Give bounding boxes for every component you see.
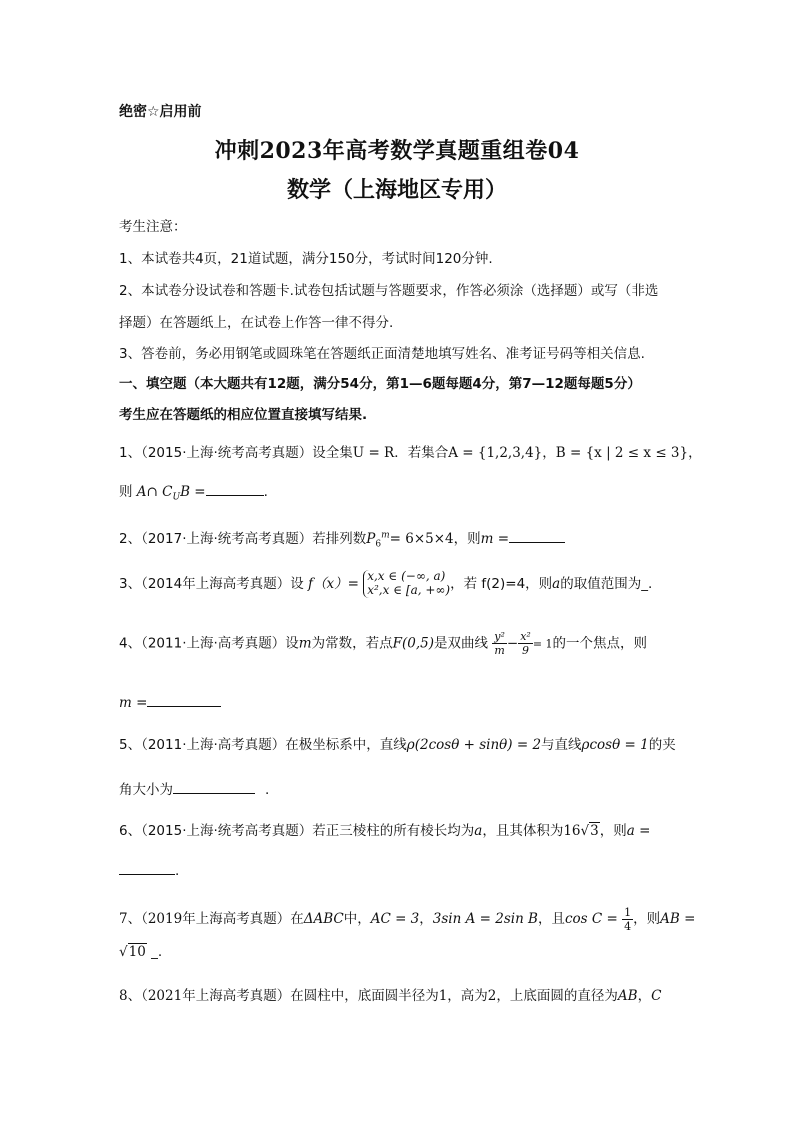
q7-sep1: ， (419, 911, 433, 928)
q1-answer-blank[interactable] (206, 481, 264, 496)
question-2 (119, 528, 565, 550)
q4-frac-1 (492, 630, 507, 657)
q3-prefix: 3、（2014年上海高考真题）设 (119, 575, 304, 592)
q5-answer-blank[interactable] (173, 779, 255, 794)
q4-answer-var: m = (119, 695, 148, 711)
q1-set-a: A = {1,2,3,4} (448, 445, 543, 461)
q7-tri: ΔABC (303, 911, 344, 928)
q4-frac1-den: m (494, 644, 505, 658)
q7-answer-rad: 10 (128, 944, 146, 960)
notice-item-2: 2、本试卷分设试卷和答题卡.试卷包括试题与答题要求，作答必须涂（选择题）或写（非选 (119, 283, 659, 299)
q7-mid1: 中， (343, 911, 371, 928)
q4-frac2-den: 9 (522, 644, 530, 658)
section-title: 一、填空题（本大题共有12题，满分54分，第1—6题每题4分，第7—12题每题5分） (119, 376, 641, 392)
question-4 (119, 630, 647, 657)
q3-case-2: x²,x ∈ [a, +∞) (367, 582, 451, 597)
q5-prefix: 5、（2011·上海·高考真题）在极坐标系中，直线 (119, 737, 407, 753)
section-instruction: 考生应在答题纸的相应位置直接填写结果. (119, 407, 368, 423)
q6-vol-coef: 16 (563, 823, 581, 839)
notice-heading: 考生注意： (119, 219, 187, 235)
q8-ab: AB (617, 988, 638, 1004)
q2-var: m = (480, 531, 510, 547)
q6-ans: a = (626, 823, 651, 839)
q7-cos: cos C = (564, 911, 618, 928)
q4-frac2-num: x² (520, 630, 531, 643)
question-1: 1、（2015·上海·统考高考真题）设全集U = R．若集合A = {1,2,3,4}，B = {x | 2 ≤ x ≤ 3}， (119, 445, 702, 461)
q1-mid: ．若集合 (394, 445, 449, 461)
q8-c: C (651, 988, 662, 1004)
q3-end: 的取值范围为_. (560, 575, 653, 592)
q1-expr: A∩ C (136, 484, 173, 500)
question-6 (119, 823, 650, 839)
q1-set-b: B = {x | 2 ≤ x ≤ 3} (555, 445, 689, 461)
q4-eq: = 1 (532, 637, 553, 651)
q7-ans: AB = (660, 911, 696, 928)
q6-vol-rad: 3 (590, 823, 599, 839)
q6-volume: 16√3 (563, 823, 599, 839)
q3-var: a (552, 575, 561, 592)
q8-prefix: 8、（2021年上海高考真题）在圆柱中，底面圆半径为 (119, 988, 439, 1004)
q5-line-2: ρcosθ = 1 (581, 737, 649, 753)
q1-expr-b: B = (180, 484, 206, 500)
question-3 (119, 570, 652, 598)
q6-prefix: 6、（2015·上海·统考高考真题）若正三棱柱的所有棱长均为 (119, 823, 475, 839)
q6-var: a (474, 823, 483, 839)
q4-minus: − (506, 635, 519, 652)
notice-item-3: 3、答卷前，务必用钢笔或圆珠笔在答题纸正面清楚地填写姓名、准考证号码等相关信息. (119, 346, 645, 362)
q3-piecewise (363, 570, 450, 598)
notice-item-2-cont: 择题）在答题纸上，在试卷上作答一律不得分. (119, 315, 394, 331)
q2-perm-sub: 6 (375, 539, 382, 550)
q1-then: 则 (119, 484, 133, 500)
q3-func: f（x）= (308, 575, 359, 592)
q6-suffix: ，则 (599, 823, 627, 839)
q4-mid: 为常数，若点 (311, 635, 393, 652)
q8-mid1: ，高为 (447, 988, 488, 1004)
question-4-answer (119, 692, 221, 711)
q3-suffix: ，若 f(2)=4，则 (450, 575, 553, 592)
q4-frac-2 (518, 630, 533, 657)
q2-perm: P (366, 531, 376, 547)
q7-cond-1: AC = 3 (370, 911, 420, 928)
confidential-label: 绝密☆启用前 (119, 104, 202, 120)
q2-perm-sup: m (381, 530, 390, 541)
q5-line2-text: 角大小为 (119, 782, 173, 798)
question-6-answer (119, 860, 179, 879)
q2-answer-blank[interactable] (509, 528, 565, 543)
q7-frac (622, 906, 633, 933)
notice-item-1: 1、本试卷共4页，21道试题，满分150分，考试时间120分钟. (119, 251, 493, 267)
q6-answer-blank[interactable] (119, 860, 175, 875)
q4-answer-blank[interactable] (147, 692, 221, 707)
q1-sub: U (172, 492, 181, 503)
q7-mid2: ，且 (537, 911, 565, 928)
question-5-answer (119, 779, 269, 798)
q4-mid2: 是双曲线 (433, 635, 488, 652)
q7-suffix: ，则 (633, 911, 661, 928)
q6-end: . (175, 863, 180, 879)
q2-mid: ，则 (453, 531, 481, 547)
question-5 (119, 737, 676, 753)
exam-subtitle: 数学（上海地区专用） (286, 177, 507, 203)
question-1-answer (119, 481, 268, 503)
q1-prefix: 1、（2015·上海·统考高考真题）设全集 (119, 445, 353, 461)
q4-prefix: 4、（2011·上海·高考真题）设 (119, 635, 299, 652)
q5-end: . (265, 782, 270, 798)
q4-suffix: 的一个焦点，则 (552, 635, 648, 652)
q5-line-1: ρ(2cosθ + sinθ) = 2 (406, 737, 542, 753)
q8-radius: 1 (438, 988, 448, 1004)
q8-sep: ， (637, 988, 652, 1004)
exam-title: 冲刺2023年高考数学真题重组卷04 (214, 138, 580, 164)
q4-var: m (298, 635, 312, 652)
q1-end: . (263, 484, 268, 500)
q7-end: _. (151, 944, 163, 960)
q3-case-1: x,x ∈ (−∞, a) (367, 569, 446, 583)
q5-mid: 与直线 (541, 737, 582, 753)
q7-answer-value[interactable]: √10 (119, 944, 146, 960)
question-8 (119, 988, 661, 1004)
q8-height: 2 (487, 988, 497, 1004)
q7-prefix: 7、（2019年上海高考真题）在 (119, 911, 304, 928)
q1-universe: U = R (352, 445, 395, 461)
question-7-answer (119, 944, 162, 960)
q2-rhs: = 6×5×4 (389, 531, 454, 547)
q7-cond-2: 3sin A = 2sin B (432, 911, 538, 928)
q2-prefix: 2、（2017·上海·统考高考真题）若排列数 (119, 531, 367, 547)
q8-mid2: ，上底面圆的直径为 (496, 988, 618, 1004)
q4-frac1-num: y² (494, 630, 505, 643)
q4-point: F(0,5) (392, 635, 434, 652)
q6-mid: ，且其体积为 (482, 823, 564, 839)
q5-suffix: 的夹 (648, 737, 676, 753)
q7-frac-den: 4 (624, 920, 632, 934)
question-7 (119, 906, 695, 933)
q7-frac-num: 1 (624, 906, 632, 919)
